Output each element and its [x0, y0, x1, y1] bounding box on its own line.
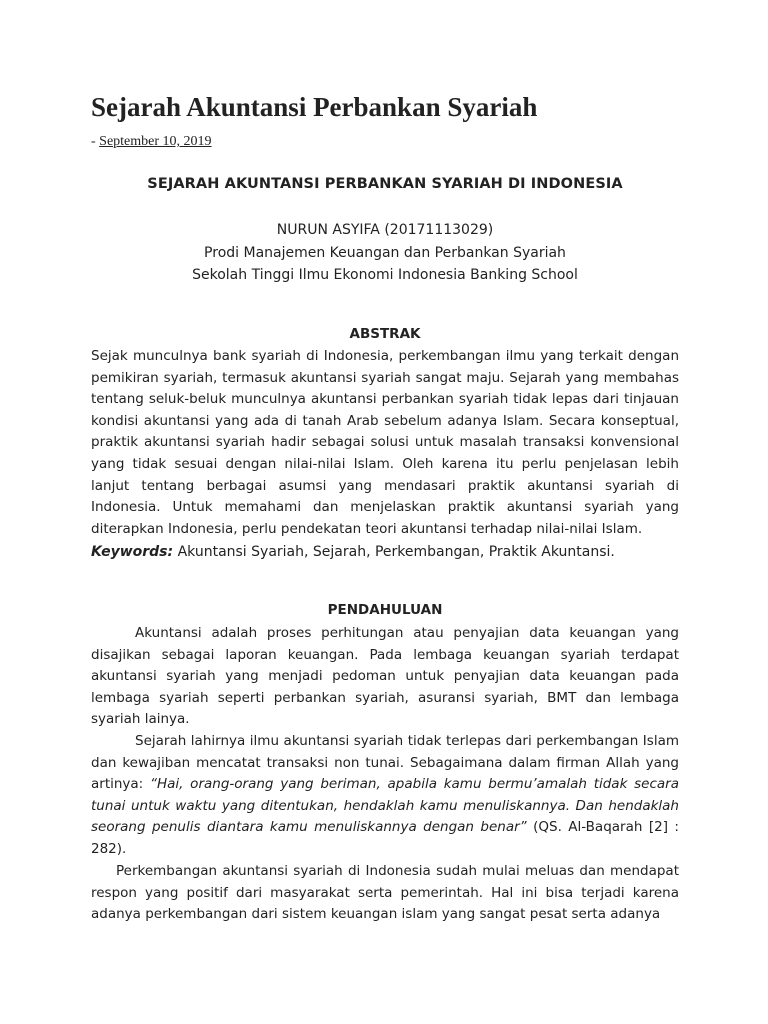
intro-paragraph-3: Perkembangan akuntansi syariah di Indonesia sudah mulai meluas dan mendapat respon yang positif dari masyarakat serta pemerintah. Hal ini bisa terjadi karena adanya perkembangan dari sistem keuangan islam yang sangat pesat serta adanya	[91, 863, 679, 923]
keywords-label: Keywords:	[91, 544, 174, 560]
post-dateline	[91, 134, 212, 150]
abstract-text: Sejak munculnya bank syariah di Indonesia, perkembangan ilmu yang terkait dengan pemikiran syariah, termasuk akuntansi syariah sangat maju. Sejarah yang membahas tentang seluk-beluk munculnya akuntansi perbankan syariah tidak lepas dari tinjauan kondisi akuntansi yang ada di tanah Arab sebelum adanya Islam. Secara konseptual, praktik akuntansi syariah hadir sebagai solusi untuk masalah transaksi konvensional yang tidak sesuai dengan nilai-nilai Islam. Oleh karena itu perlu penjelasan lebih lanjut tentang berbagai asumsi yang mendasari praktik akuntansi syariah di Indonesia. Untuk memahami dan menjelaskan praktik akuntansi syariah yang diterapkan Indonesia, perlu pendekatan teori akuntansi terhadap nilai-nilai Islam.	[91, 348, 679, 537]
article-heading: SEJARAH AKUNTANSI PERBANKAN SYARIAH DI INDONESIA	[147, 176, 623, 192]
date-prefix: -	[91, 134, 100, 149]
keywords-text: Akuntansi Syariah, Sejarah, Perkembangan, Praktik Akuntansi.	[173, 544, 615, 560]
intro-paragraph-1: Akuntansi adalah proses perhitungan atau penyajian data keuangan yang disajikan sebagai laporan keuangan. Pada lembaga keuangan syariah terdapat akuntansi syariah yang menjadi pedoman untuk penyajian data keuangan pada lembaga syariah seperti perbankan syariah, asuransi syariah, BMT dan lembaga syariah lainya.	[91, 625, 679, 728]
author-program: Prodi Manajemen Keuangan dan Perbankan Syariah	[204, 245, 566, 261]
abstract-heading: ABSTRAK	[349, 326, 421, 342]
quran-quote: “Hai, orang-orang yang beriman, apabila kamu bermu’amalah tidak secara tunai untuk waktu yang ditentukan, hendaklah kamu menuliskannya. Dan hendaklah seorang penulis diantara kamu menuliskannya dengan benar”	[91, 776, 679, 836]
author-name: NURUN ASYIFA (20171113029)	[276, 222, 494, 238]
intro-paragraph-2	[91, 731, 679, 861]
introduction-heading: PENDAHULUAN	[327, 602, 443, 618]
keywords-line	[91, 542, 679, 564]
post-date-link[interactable]: September 10, 2019	[99, 134, 212, 149]
intro-paragraph-2-start: Sejarah lahirnya ilmu akuntansi syariah tidak terlepas dari perkembangan Islam dan kewajiban mencatat transaksi non tunai. Sebagaimana dalam firman Allah yang artinya:	[91, 733, 679, 793]
author-institution: Sekolah Tinggi Ilmu Ekonomi Indonesia Banking School	[192, 267, 578, 283]
intro-paragraph-2-end: (QS. Al-Baqarah [2] : 282).	[91, 819, 679, 857]
post-title: Sejarah Akuntansi Perbankan Syariah	[91, 92, 538, 122]
